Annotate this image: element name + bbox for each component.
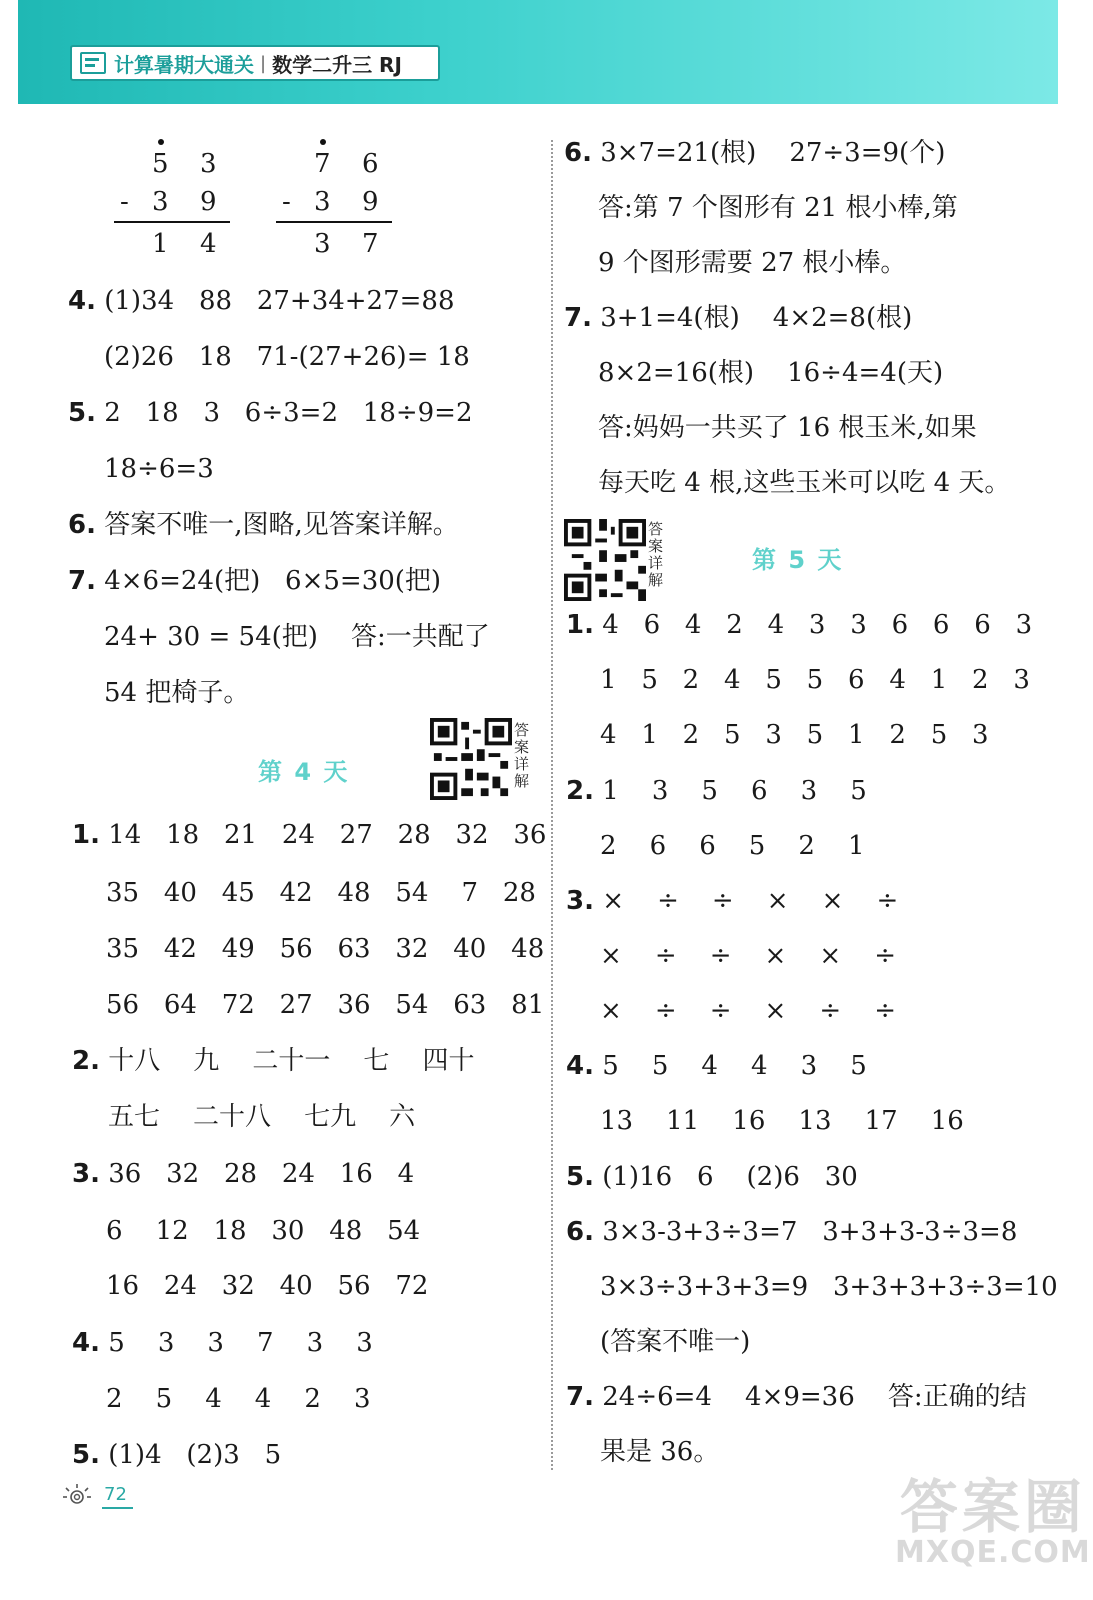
site-watermark: 答案圈 MXQE.COM — [895, 1473, 1091, 1570]
day5-line: 3. × ÷ ÷ × × ÷ — [566, 886, 899, 916]
qr-label: 答案详解 — [648, 520, 664, 589]
sub-digit: 9 — [200, 187, 217, 217]
result-digit: 7 — [362, 229, 379, 259]
answer-line: 54 把椅子。 — [104, 678, 250, 708]
day4-line: 35 42 49 56 63 32 40 48 — [106, 934, 545, 964]
answer-line: 8×2=16(根) 16÷4=4(天) — [598, 358, 944, 388]
header-banner — [18, 0, 1058, 104]
minus-sign: - — [120, 187, 129, 217]
answer-line: 7. 4×6=24(把) 6×5=30(把) — [68, 566, 442, 596]
column-divider — [551, 140, 553, 1470]
day-4-title: 第 4 天 — [258, 758, 350, 786]
day4-line: 3. 36 32 28 24 16 4 — [72, 1159, 415, 1189]
brand-title: 计算暑期大通关 — [114, 52, 254, 77]
day4-line: 35 40 45 42 48 54 7 28 — [106, 878, 536, 908]
answer-line: 6. 答案不唯一,图略,见答案详解。 — [68, 510, 459, 540]
header-title-bar — [70, 45, 440, 81]
sun-swirl-icon — [62, 1483, 92, 1505]
qr-label: 答案详解 — [514, 721, 530, 790]
day5-line: 7. 24÷6=4 4×9=36 答:正确的结 — [566, 1382, 1027, 1412]
result-rule — [276, 221, 392, 223]
day4-line: 56 64 72 27 36 54 63 81 — [106, 990, 545, 1020]
day5-line: (答案不唯一) — [600, 1327, 751, 1357]
sub-digit: 3 — [314, 187, 331, 217]
day5-line: 2 6 6 5 2 1 — [600, 831, 865, 861]
borrow-dot — [158, 139, 164, 145]
page-number: 72 — [102, 1484, 133, 1509]
day4-line: 5. (1)4 (2)3 5 — [72, 1440, 282, 1470]
sub-digit: 9 — [362, 187, 379, 217]
result-digit: 4 — [200, 229, 217, 259]
answer-line: 答:妈妈一共买了 16 根玉米,如果 — [598, 413, 977, 443]
day5-line: 5. (1)16 6 (2)6 30 — [566, 1162, 858, 1192]
minus-sign: - — [282, 187, 291, 217]
day4-line: 2 5 4 4 2 3 — [106, 1384, 371, 1414]
vertical-subtraction-2 — [272, 135, 402, 259]
answer-line: 24+ 30 = 54(把) 答:一共配了 — [104, 622, 490, 652]
day4-line: 6 12 18 30 48 54 — [106, 1216, 421, 1246]
borrow-dot — [320, 139, 326, 145]
day4-line: 16 24 32 40 56 72 — [106, 1271, 429, 1301]
top-digit: 3 — [200, 149, 217, 179]
answer-line: 每天吃 4 根,这些玉米可以吃 4 天。 — [598, 468, 1011, 498]
day5-line: × ÷ ÷ × × ÷ — [600, 941, 897, 971]
vertical-subtraction-1 — [110, 135, 240, 259]
day5-line: 13 11 16 13 17 16 — [600, 1106, 964, 1136]
day5-line: 6. 3×3-3+3÷3=7 3+3+3-3÷3=8 — [566, 1217, 1018, 1247]
day-5-title: 第 5 天 — [752, 546, 844, 574]
day4-line: 2. 十八 九 二十一 七 四十 — [72, 1046, 475, 1076]
top-digit: 7 — [314, 149, 331, 179]
day5-line: 1 5 2 4 5 5 6 4 1 2 3 — [600, 665, 1030, 695]
day5-line: 3×3÷3+3+3=9 3+3+3+3÷3=10 — [600, 1272, 1058, 1302]
day4-line: 1. 14 18 21 24 27 28 32 36 — [72, 820, 547, 850]
qr-code[interactable] — [430, 718, 512, 800]
result-digit: 1 — [152, 229, 169, 259]
day5-line: 2. 1 3 5 6 3 5 — [566, 776, 867, 806]
answer-line: 9 个图形需要 27 根小棒。 — [598, 248, 907, 278]
day4-line: 4. 5 3 3 7 3 3 — [72, 1328, 373, 1358]
book-icon — [80, 52, 106, 74]
answer-line: 18÷6=3 — [104, 454, 214, 484]
answer-line: 5. 2 18 3 6÷3=2 18÷9=2 — [68, 398, 473, 428]
day5-line: 4 1 2 5 3 5 1 2 5 3 — [600, 720, 989, 750]
day5-line: 4. 5 5 4 4 3 5 — [566, 1051, 867, 1081]
header-separator: | — [260, 52, 267, 74]
answer-line: 答:第 7 个图形有 21 根小棒,第 — [598, 193, 958, 223]
answer-line: 7. 3+1=4(根) 4×2=8(根) — [564, 303, 913, 333]
answer-line: 4. (1)34 88 27+34+27=88 — [68, 286, 455, 316]
day5-line: × ÷ ÷ × ÷ ÷ — [600, 996, 897, 1026]
top-digit: 6 — [362, 149, 379, 179]
sub-digit: 3 — [152, 187, 169, 217]
day5-line: 1. 4 6 4 2 4 3 3 6 6 6 3 — [566, 610, 1033, 640]
result-rule — [114, 221, 230, 223]
answer-line: (2)26 18 71-(27+26)= 18 — [104, 342, 470, 372]
day5-line: 果是 36。 — [600, 1437, 720, 1467]
subject-label: 数学二升三 RJ — [272, 52, 402, 77]
answer-line: 6. 3×7=21(根) 27÷3=9(个) — [564, 138, 946, 168]
qr-code[interactable] — [564, 519, 646, 601]
day4-line: 五七 二十八 七九 六 — [108, 1102, 416, 1132]
top-digit: 5 — [152, 149, 169, 179]
result-digit: 3 — [314, 229, 331, 259]
